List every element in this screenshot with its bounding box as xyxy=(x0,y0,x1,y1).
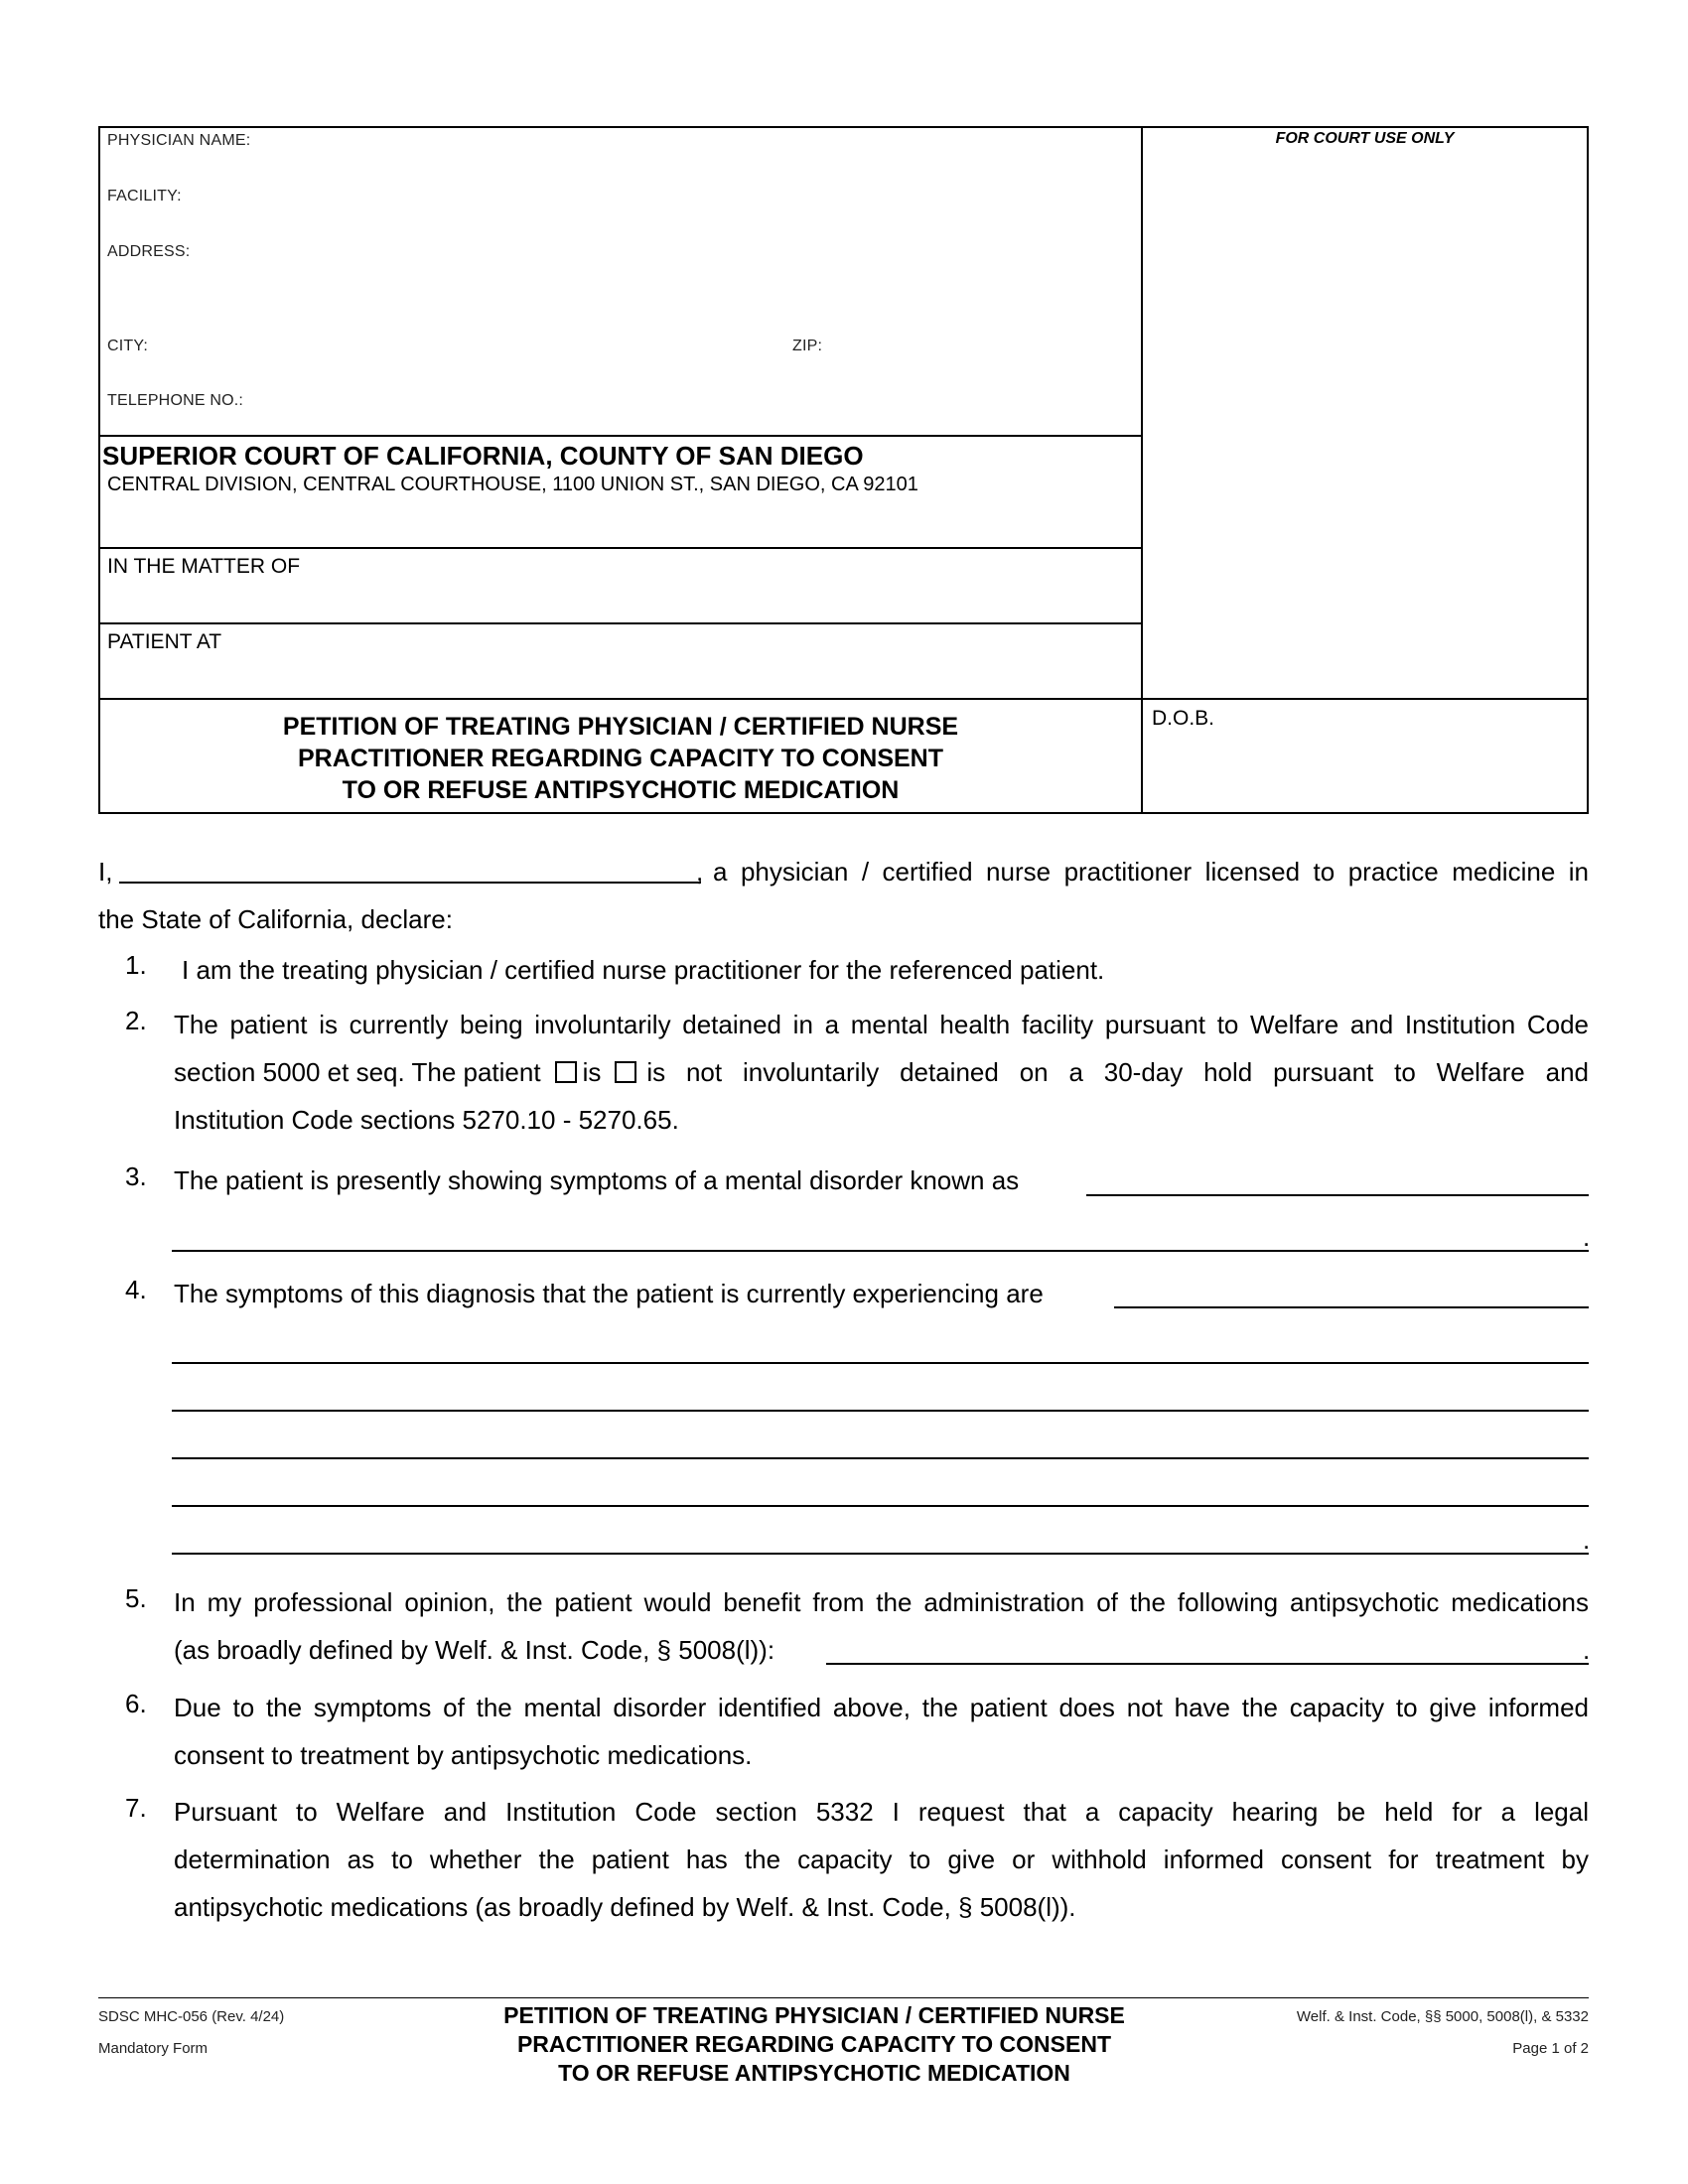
footer-title-line-1: PETITION OF TREATING PHYSICIAN / CERTIFIED NURSE xyxy=(503,2002,1125,2028)
diagnosis-field-2[interactable] xyxy=(172,1250,1589,1252)
symptoms-field-4[interactable] xyxy=(172,1457,1589,1459)
symptoms-field-1[interactable] xyxy=(1114,1306,1589,1308)
is-detained-checkbox[interactable] xyxy=(555,1061,577,1083)
divider-title xyxy=(98,698,1589,700)
court-name: SUPERIOR COURT OF CALIFORNIA, COUNTY OF SAN DIEGO xyxy=(102,441,864,471)
divider-matter xyxy=(98,547,1142,549)
item-2-line-3: Institution Code sections 5270.10 - 5270.65. xyxy=(174,1105,679,1135)
physician-name-label: PHYSICIAN NAME: xyxy=(107,132,251,149)
dob-label: D.O.B. xyxy=(1152,707,1215,730)
item-7-number: 7. xyxy=(125,1793,147,1823)
is-not-detained-checkbox[interactable] xyxy=(615,1061,636,1083)
declaration-intro xyxy=(98,848,1589,895)
form-title-line-3: TO OR REFUSE ANTIPSYCHOTIC MEDICATION xyxy=(342,776,900,804)
footer-rule xyxy=(98,1997,1589,1998)
item-3-period: . xyxy=(1583,1222,1591,1252)
item-2-line-2 xyxy=(174,1051,1589,1093)
item-2-is: is xyxy=(582,1057,602,1087)
header-border-right xyxy=(1587,126,1589,814)
item-2-text-a: section 5000 et seq. The patient xyxy=(174,1057,541,1087)
item-2-text-b: is not involuntarily detained on a 30-day hold pursuant to Welfare and xyxy=(646,1057,1589,1087)
intro-start: I, xyxy=(98,857,113,887)
facility-label: FACILITY: xyxy=(107,188,182,205)
symptoms-field-3[interactable] xyxy=(172,1410,1589,1412)
address-label: ADDRESS: xyxy=(107,243,191,260)
intro-rest: a physician / certified nurse practitioner licensed to practice medicine in xyxy=(713,857,1589,887)
footer-code-ref: Welf. & Inst. Code, §§ 5000, 5008(l), & 5332 xyxy=(1296,2008,1589,2025)
item-2-number: 2. xyxy=(125,1006,147,1035)
symptoms-field-2[interactable] xyxy=(172,1362,1589,1364)
header-border-top xyxy=(98,126,1589,128)
intro-line-2: the State of California, declare: xyxy=(98,904,453,934)
item-5-number: 5. xyxy=(125,1583,147,1613)
footer-page-number: Page 1 of 2 xyxy=(1512,2040,1589,2057)
zip-label: ZIP: xyxy=(792,338,823,354)
item-5-line-2: (as broadly defined by Welf. & Inst. Code, § 5008(l)): xyxy=(174,1635,775,1665)
item-7-line-2: determination as to whether the patient has the capacity to give or withhold informed consent for treatment by xyxy=(174,1844,1589,1874)
telephone-label: TELEPHONE NO.: xyxy=(107,392,244,409)
footer-title-line-3: TO OR REFUSE ANTIPSYCHOTIC MEDICATION xyxy=(558,2060,1070,2086)
item-5-period: . xyxy=(1583,1635,1591,1665)
item-1-text: I am the treating physician / certified nurse practitioner for the referenced patient. xyxy=(182,955,1105,985)
footer-title-line-2: PRACTITIONER REGARDING CAPACITY TO CONSENT xyxy=(516,2031,1112,2057)
item-7-line-1: Pursuant to Welfare and Institution Code section 5332 I request that a capacity hearing be held for a legal xyxy=(174,1797,1589,1827)
matter-of-label: IN THE MATTER OF xyxy=(107,555,301,578)
intro-comma: , xyxy=(696,857,704,887)
footer-form-id: SDSC MHC-056 (Rev. 4/24) xyxy=(98,2008,285,2025)
divider-court xyxy=(98,435,1142,437)
footer-mandatory: Mandatory Form xyxy=(98,2040,209,2057)
footer-title xyxy=(427,2001,1201,2088)
item-1-number: 1. xyxy=(125,950,147,980)
form-title-line-1: PETITION OF TREATING PHYSICIAN / CERTIFIED NURSE xyxy=(282,713,959,741)
item-6-line-2: consent to treatment by antipsychotic medications. xyxy=(174,1740,753,1770)
declarant-name-field[interactable] xyxy=(119,882,701,884)
patient-at-label: PATIENT AT xyxy=(107,630,222,653)
form-title-line-2: PRACTITIONER REGARDING CAPACITY TO CONSENT xyxy=(297,745,944,772)
item-6-number: 6. xyxy=(125,1689,147,1718)
item-6-line-1: Due to the symptoms of the mental disorder identified above, the patient does not have the capacity to give informed xyxy=(174,1693,1589,1722)
medications-field[interactable] xyxy=(826,1663,1589,1665)
court-address: CENTRAL DIVISION, CENTRAL COURTHOUSE, 1100 UNION ST., SAN DIEGO, CA 92101 xyxy=(107,474,918,495)
symptoms-field-6[interactable] xyxy=(172,1553,1589,1555)
form-title xyxy=(100,711,1141,806)
item-4-text: The symptoms of this diagnosis that the patient is currently experiencing are xyxy=(174,1279,1044,1308)
item-3-text: The patient is presently showing symptoms of a mental disorder known as xyxy=(174,1165,1020,1195)
city-label: CITY: xyxy=(107,338,149,354)
item-3-number: 3. xyxy=(125,1161,147,1191)
diagnosis-field-1[interactable] xyxy=(1086,1194,1589,1196)
item-2-line-1: The patient is currently being involuntarily detained in a mental health facility pursuant to Welfare and Institution Code xyxy=(174,1010,1589,1039)
item-4-period: . xyxy=(1583,1525,1591,1555)
symptoms-field-5[interactable] xyxy=(172,1505,1589,1507)
item-4-number: 4. xyxy=(125,1275,147,1304)
court-use-label: FOR COURT USE ONLY xyxy=(1275,130,1455,147)
header-divider-vertical xyxy=(1141,126,1143,814)
header-border-bottom xyxy=(98,812,1589,814)
item-7-line-3: antipsychotic medications (as broadly defined by Welf. & Inst. Code, § 5008(l)). xyxy=(174,1892,1076,1922)
item-5-line-1: In my professional opinion, the patient would benefit from the administration of the following antipsychotic medications xyxy=(174,1587,1589,1617)
divider-patient xyxy=(98,622,1142,624)
